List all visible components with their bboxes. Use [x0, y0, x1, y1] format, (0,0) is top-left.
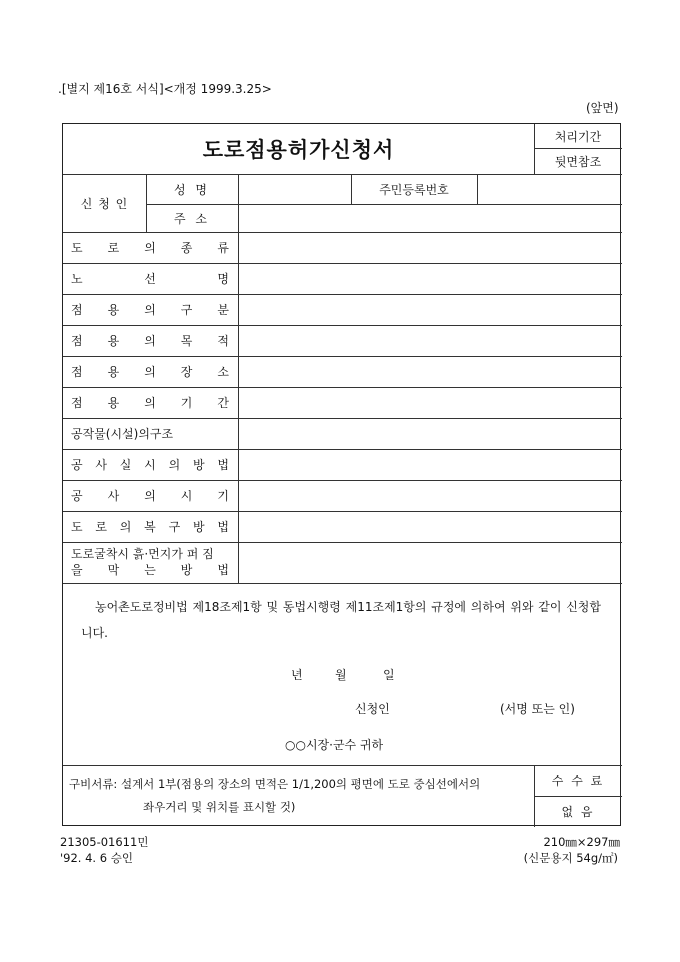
name-input[interactable]	[238, 174, 351, 204]
route-name-label: 노 선 명	[71, 272, 229, 286]
form-title: 도로점용허가신청서	[202, 137, 395, 162]
applicant-group-label: 신 청 인	[80, 196, 129, 211]
route-name-input[interactable]	[238, 263, 622, 294]
road-restoration-input[interactable]	[238, 511, 622, 542]
construction-method-label: 공 사 실 시 의 방 법	[71, 458, 229, 472]
structure-label: 공작물(시설)의구조	[71, 427, 174, 441]
occupancy-purpose-label: 점 용 의 목 적	[71, 334, 229, 348]
dust-prevention-label: 도로굴착시 흙·먼지가 퍼 짐 을 막 는 방 법	[71, 547, 229, 577]
road-type-input[interactable]	[238, 232, 622, 263]
occupancy-category-input[interactable]	[238, 294, 622, 325]
fee-label: 수 수 료	[551, 774, 605, 788]
required-documents-line1: 구비서류: 설계서 1부(점용의 장소의 면적은 1/1,200의 평면에 도로 중심선에서의	[69, 777, 481, 791]
occupancy-period-label: 점 용 의 기 간	[71, 396, 229, 410]
processing-period-value: 뒷면참조	[554, 154, 602, 169]
date-month: 월	[335, 668, 347, 682]
paper-type: (신문용지 54g/㎡)	[523, 851, 618, 865]
construction-timing-input[interactable]	[238, 480, 622, 511]
applicant-sign-label: 신청인	[355, 702, 390, 716]
date-day: 일	[383, 668, 395, 682]
occupancy-purpose-input[interactable]	[238, 325, 622, 356]
date-year: 년	[291, 668, 303, 682]
occupancy-category-label: 점 용 의 구 분	[71, 303, 229, 317]
recipient: ○○시장·군수 귀하	[285, 738, 384, 752]
form-code: 21305-01611민	[60, 835, 149, 849]
form-reference: .[별지 제16호 서식]<개정 1999.3.25>	[58, 82, 272, 96]
address-label: 주 소	[174, 211, 210, 226]
road-restoration-label: 도 로 의 복 구 방 법	[71, 520, 229, 534]
required-documents-line2: 좌우거리 및 위치를 표시할 것)	[143, 800, 296, 814]
dust-prevention-input[interactable]	[238, 542, 622, 583]
occupancy-location-label: 점 용 의 장 소	[71, 365, 229, 379]
resident-id-label: 주민등록번호	[379, 182, 449, 197]
fee-value: 없 음	[561, 805, 595, 819]
resident-id-input[interactable]	[477, 174, 622, 204]
application-statement: 농어촌도로정비법 제18조제1항 및 동법시행령 제11조제1항의 규정에 의하여 위와 같이 신청합니다.	[81, 600, 601, 640]
front-side-note: (앞면)	[586, 101, 619, 115]
address-input[interactable]	[238, 204, 622, 232]
processing-period-label: 처리기간	[554, 129, 602, 144]
construction-method-input[interactable]	[238, 449, 622, 480]
signature-note: (서명 또는 인)	[500, 702, 575, 716]
occupancy-location-input[interactable]	[238, 356, 622, 387]
application-form	[62, 123, 621, 826]
construction-timing-label: 공 사 의 시 기	[71, 489, 229, 503]
structure-input[interactable]	[238, 418, 622, 449]
paper-size: 210㎜×297㎜	[543, 835, 620, 849]
road-type-label: 도 로 의 종 류	[71, 241, 229, 255]
approval-date: '92. 4. 6 승인	[60, 851, 133, 865]
occupancy-period-input[interactable]	[238, 387, 622, 418]
name-label: 성 명	[174, 182, 210, 197]
